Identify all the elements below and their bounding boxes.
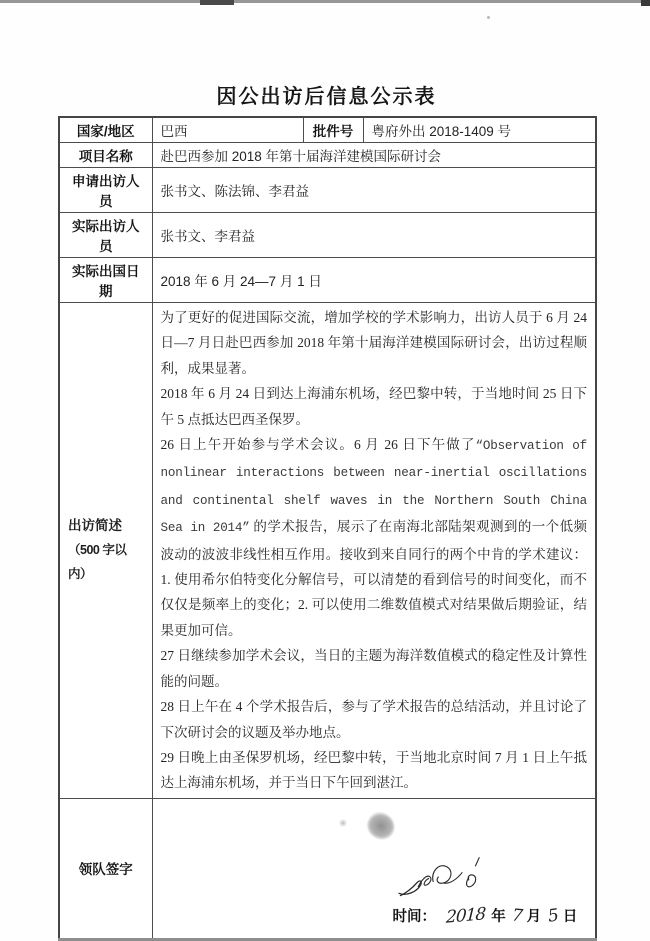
country-region-value: 巴西: [152, 117, 303, 143]
leader-signature-label: 领队签字: [59, 798, 152, 939]
row-applied-members: [59, 168, 596, 213]
leader-signature-area: [152, 798, 596, 939]
summary-paragraph: 28 日上午在 4 个学术报告后，参与了学术报告的总结活动，并且讨论了下次研讨会的议题及举办地点。: [160, 699, 587, 740]
summary-paragraph: [161, 432, 588, 643]
scan-edge-strip: [0, 0, 650, 3]
scan-corner-mark: [641, 0, 650, 6]
project-name-value: 赴巴西参加 2018 年第十届海洋建模国际研讨会: [152, 143, 596, 168]
row-actual-dates: [59, 258, 596, 303]
summary-paragraph: 为了更好的促进国际交流，增加学校的学术影响力，出访人员于 6 月 24 日—7 月日赴巴西参加 2018 年第十届海洋建模国际研讨会，出访过程顺利，成果显著。: [160, 310, 587, 376]
ink-smudge: [362, 808, 399, 844]
trip-summary-content: [152, 303, 596, 799]
row-project-name: [59, 143, 596, 168]
scan-speck: [487, 16, 490, 19]
country-region-label: 国家/地区: [59, 117, 152, 143]
summary-paragraph: 29 日晚上由圣保罗机场，经巴黎中转，于当地北京时间 7 月 1 日上午抵达上海浦东机场，并于当日下午回到湛江。: [160, 749, 587, 791]
actual-members-value: 张书文、李君益: [152, 213, 596, 258]
signature-time-line: [393, 905, 578, 926]
handwritten-signature: [395, 851, 495, 903]
row-actual-members: [59, 213, 596, 258]
actual-dates-label: 实际出国日期: [59, 258, 152, 303]
project-name-label: 项目名称: [59, 143, 152, 168]
handwritten-year: 2018: [445, 903, 486, 928]
row-country-region: [59, 117, 596, 143]
approval-number-label: 批件号: [303, 117, 363, 143]
day-unit: 日: [562, 908, 578, 925]
page-title: 因公出访后信息公示表: [216, 86, 437, 108]
row-trip-summary: [59, 303, 596, 799]
trip-summary-label-line1: 出访简述: [68, 518, 122, 534]
handwritten-day: 5: [546, 905, 561, 927]
summary-paragraph: 2018 年 6 月 24 日到达上海浦东机场，经巴黎中转，于当地时间 25 日下午 5 点抵达巴西圣保罗。: [160, 386, 587, 427]
actual-members-label: 实际出访人员: [59, 213, 152, 258]
time-prefix: 时间：: [392, 908, 436, 925]
month-unit: 月: [526, 908, 542, 925]
year-unit: 年: [491, 908, 506, 925]
handwritten-month: 7: [510, 905, 524, 927]
info-table: [58, 116, 597, 941]
summary-p3-post: 的学术报告，展示了在南海北部陆架观测到的一个低频波动的波波非线性相互作用。接收到来自同行的两个中肯的学术建议：1. 使用希尔伯特变化分解信号，可以清楚的看到信号的时间变化，而不仅仅是频率上的变化；2. 可以使用二维数值模式对结果做后期验证，结果更加可信。: [160, 519, 587, 638]
ink-smudge-dot: [339, 819, 347, 827]
summary-p3-english-title: “Observation of nonlinear interactions between near-inertial oscillations and continental shelf waves in the Northern South China Sea in 2014”: [160, 439, 587, 536]
trip-summary-label-line2: （500 字以内）: [68, 543, 127, 582]
approval-number-value: 粤府外出 2018-1409 号: [363, 117, 596, 143]
summary-paragraph: 27 日继续参加学术会议，当日的主题为海洋数值模式的稳定性及计算性能的问题。: [160, 648, 587, 689]
applied-members-value: 张书文、陈法锦、李君益: [152, 168, 596, 213]
trip-summary-label: [59, 303, 152, 799]
summary-p3-pre: 26 日上午开始参与学术会议。6 月 26 日下午做了: [160, 437, 476, 453]
scan-edge-notch: [200, 0, 234, 5]
applied-members-label: 申请出访人员: [59, 168, 152, 213]
actual-dates-value: 2018 年 6 月 24—7 月 1 日: [152, 258, 596, 303]
trip-summary-text: [161, 305, 588, 796]
row-leader-signature: [59, 798, 596, 939]
